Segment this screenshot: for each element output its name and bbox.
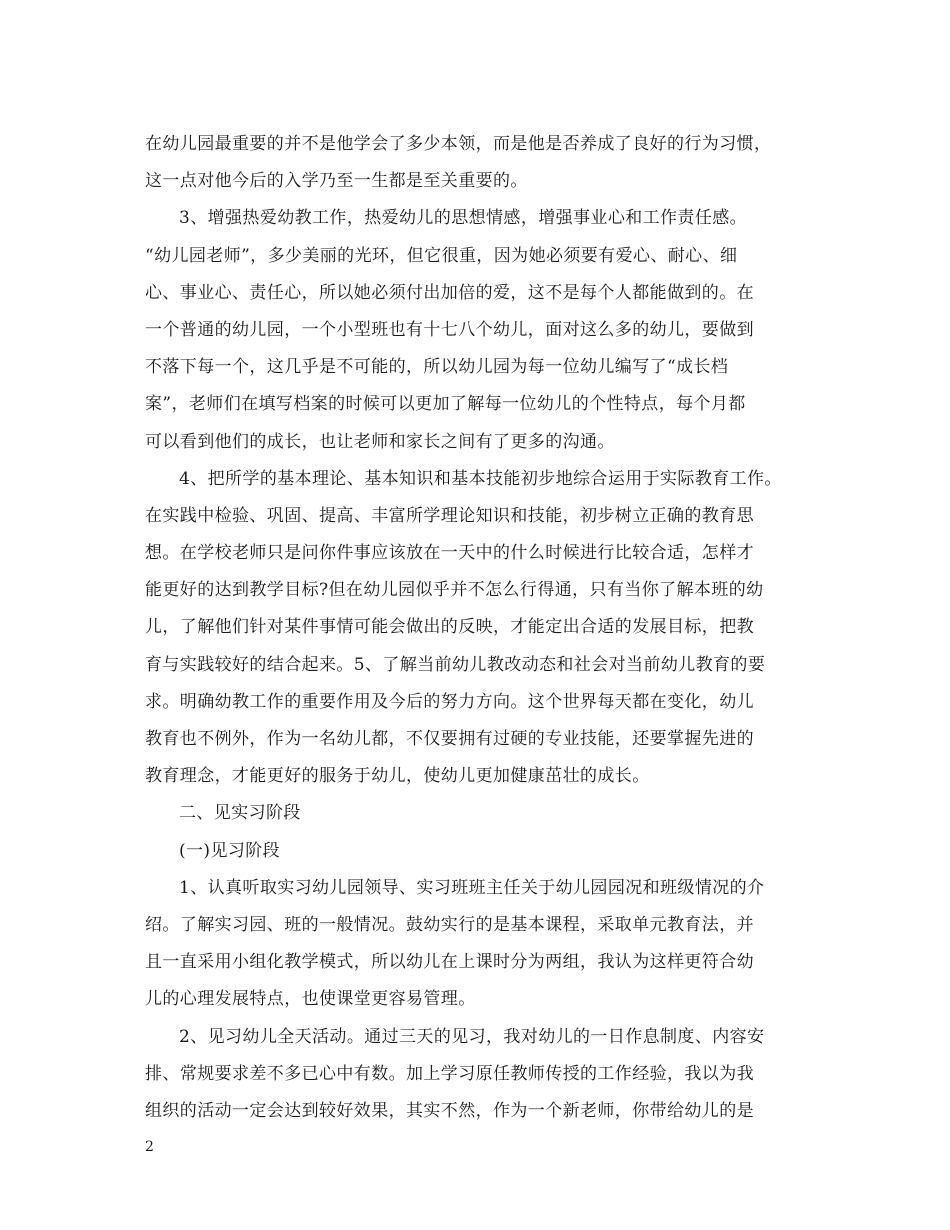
text-line: 可以看到他们的成长，也让老师和家长之间有了更多的沟通。 bbox=[145, 431, 615, 452]
text-line: 组织的活动一定会达到较好效果，其实不然，作为一个新老师，你带给幼儿的是 bbox=[145, 1100, 754, 1121]
subsection-heading: (一)见习阶段 bbox=[179, 840, 281, 861]
page-number: 2 bbox=[145, 1139, 154, 1155]
text-line: 排、常规要求差不多已心中有数。加上学习原任教师传授的工作经验，我以为我 bbox=[145, 1063, 754, 1084]
text-line: 在幼儿园最重要的并不是他学会了多少本领，而是他是否养成了良好的行为习惯， bbox=[145, 134, 772, 154]
text-line: 3、增强热爱幼教工作，热爱幼儿的思想情感，增强事业心和工作责任感。 bbox=[179, 208, 748, 229]
text-line: 在实践中检验、巩固、提高、丰富所学理论知识和技能，初步树立正确的教育思 bbox=[145, 505, 754, 526]
text-line: 求。明确幼教工作的重要作用及今后的努力方向。这个世界每天都在变化，幼儿 bbox=[145, 691, 754, 712]
text-line: 儿的心理发展特点，也使课堂更容易管理。 bbox=[145, 989, 476, 1010]
text-line: 儿，了解他们针对某件事情可能会做出的反映，才能定出合适的发展目标，把教 bbox=[145, 617, 754, 638]
text-line: 能更好的达到教学目标?但在幼儿园似乎并不怎么行得通，只有当你了解本班的幼 bbox=[145, 580, 764, 601]
text-line: 这一点对他今后的入学乃至一生都是至关重要的。 bbox=[145, 171, 528, 192]
text-line: 想。在学校老师只是问你件事应该放在一天中的什么时候进行比较合适，怎样才 bbox=[145, 543, 754, 564]
text-line: 绍。了解实习园、班的一般情况。鼓幼实行的是基本课程，采取单元教育法，并 bbox=[145, 914, 754, 935]
text-line: 一个普通的幼儿园，一个小型班也有十七八个幼儿，面对这么多的幼儿，要做到 bbox=[145, 319, 754, 340]
text-line: 2、见习幼儿全天活动。通过三天的见习，我对幼儿的一日作息制度、内容安 bbox=[179, 1026, 765, 1047]
text-line: 育与实践较好的结合起来。5、了解当前幼儿教改动态和社会对当前幼儿教育的要 bbox=[145, 654, 766, 675]
text-line: “幼儿园老师”，多少美丽的光环，但它很重，因为她必须要有爱心、耐心、细 bbox=[145, 245, 738, 266]
text-line: 心、事业心、责任心，所以她必须付出加倍的爱，这不是每个人都能做到的。在 bbox=[145, 282, 754, 303]
text-line: 不落下每一个，这几乎是不可能的，所以幼儿园为每一位幼儿编写了“成长档 bbox=[145, 357, 729, 378]
text-line: 教育理念，才能更好的服务于幼儿，使幼儿更加健康茁壮的成长。 bbox=[145, 766, 650, 787]
text-line: 案”，老师们在填写档案的时候可以更加了解每一位幼儿的个性特点，每个月都 bbox=[145, 394, 746, 415]
section-heading: 二、见实习阶段 bbox=[179, 803, 301, 824]
text-line: 1、认真听取实习幼儿园领导、实习班班主任关于幼儿园园况和班级情况的介 bbox=[179, 877, 765, 898]
text-line: 且一直采用小组化教学模式，所以幼儿在上课时分为两组，我认为这样更符合幼 bbox=[145, 952, 754, 973]
body-text bbox=[145, 126, 825, 1130]
text-line: 教育也不例外，作为一名幼儿都，不仅要拥有过硬的专业技能，还要掌握先进的 bbox=[145, 729, 754, 749]
text-line: 4、把所学的基本理论、基本知识和基本技能初步地综合运用于实际教育工作。 bbox=[179, 468, 782, 489]
